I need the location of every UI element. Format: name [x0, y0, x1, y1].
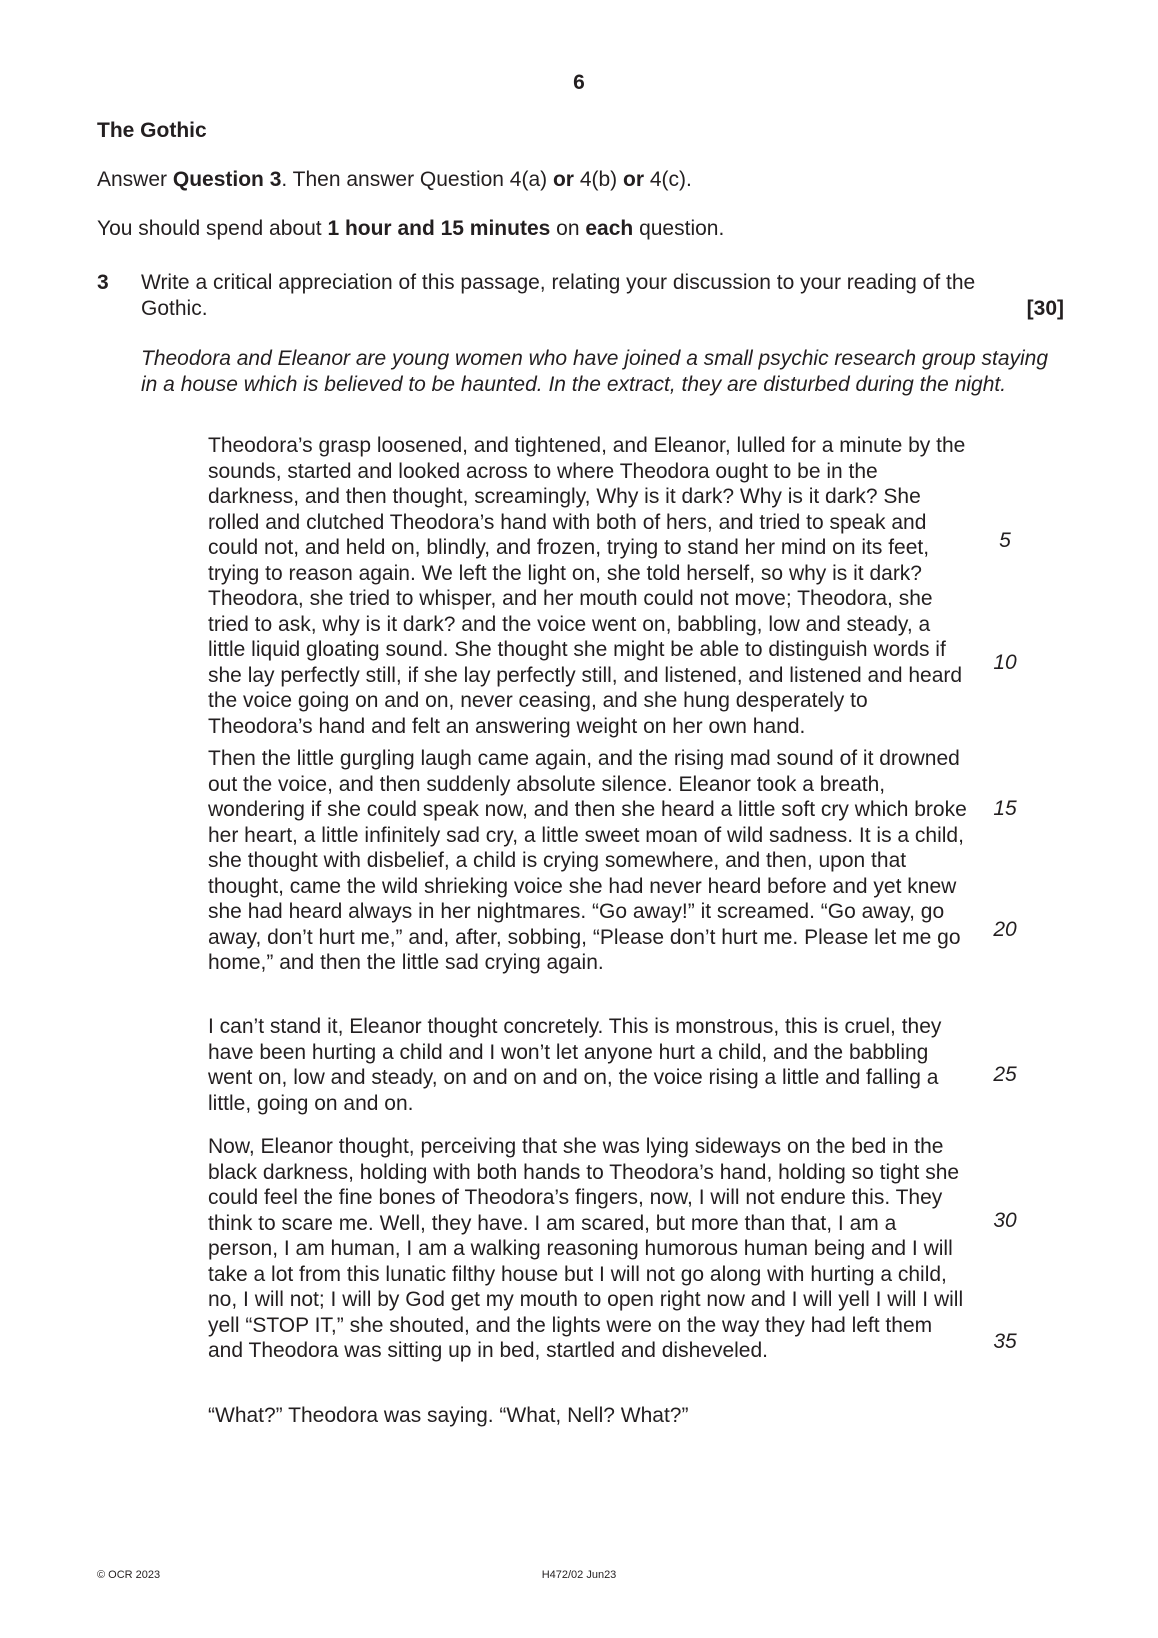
- instruction-time: You should spend about 1 hour and 15 minutes on each question.: [97, 217, 725, 240]
- line-number-5: 5: [999, 529, 1011, 552]
- extract-paragraph-1: Theodora’s grasp loosened, and tightened, and Eleanor, lulled for a minute by the sounds, started and looked across to where Theodora ought to be in the darkness, and then thought, screamingly, Why is it dark? Why is it dark? She rolled and clutched Theodora’s hand with both of hers, and tried to speak and could not, and held on, blindly, and frozen, trying to stand her mind on its feet, trying to reason again. We left the light on, she told herself, so why is it dark? Theodora, she tried to whisper, and her mouth could not move; Theodora, she tried to ask, why is it dark? and the voice went on, babbling, low and steady, a little liquid gloating sound. She thought she might be able to distinguish words if she lay perfectly still, if she lay perfectly still, and listened, and listened and heard the voice going on and on, never ceasing, and she hung desperately to Theodora’s hand and felt an answering weight on her own hand.: [208, 434, 966, 738]
- question-number: 3: [97, 271, 109, 294]
- section-title: The Gothic: [97, 119, 207, 142]
- footer-copyright: © OCR 2023: [97, 1569, 161, 1581]
- line-number-35: 35: [993, 1330, 1017, 1353]
- line-number-30: 30: [993, 1209, 1017, 1232]
- line-number-25: 25: [993, 1063, 1017, 1086]
- extract-paragraph-5: “What?” Theodora was saying. “What, Nell? What?”: [208, 1404, 689, 1427]
- extract-introduction: Theodora and Eleanor are young women who have joined a small psychic research group staying in a house which is believed to be haunted. In the extract, they are disturbed during the night.: [141, 347, 1049, 396]
- page-number: 6: [573, 71, 585, 94]
- question-marks: [30]: [1026, 297, 1064, 320]
- question-prompt: Write a critical appreciation of this passage, relating your discussion to your reading of the Gothic.: [141, 271, 976, 320]
- instruction-answer-questions: Answer Question 3. Then answer Question 4(a) or 4(b) or 4(c).: [97, 168, 692, 191]
- line-number-15: 15: [993, 797, 1017, 820]
- line-number-10: 10: [993, 651, 1017, 674]
- extract-paragraph-2: Then the little gurgling laugh came again, and the rising mad sound of it drowned out the voice, and then suddenly absolute silence. Eleanor took a breath, wondering if she could speak now, and then she heard a little soft cry which broke her heart, a little infinitely sad cry, a little sweet moan of wild sadness. It is a child, she thought with disbelief, a child is crying somewhere, and then, upon that thought, came the wild shrieking voice she had never heard before and yet knew she had heard always in her nightmares. “Go away!” it screamed. “Go away, go away, don’t hurt me,” and, after, sobbing, “Please don’t hurt me. Please let me go home,” and then the little sad crying again.: [208, 747, 967, 974]
- extract-paragraph-4: Now, Eleanor thought, perceiving that she was lying sideways on the bed in the black darkness, holding with both hands to Theodora’s hand, holding so tight she could feel the fine bones of Theodora’s fingers, now, I will not endure this. They think to scare me. Well, they have. I am scared, but more than that, I am a person, I am human, I am a walking reasoning humorous human being and I will take a lot from this lunatic filthy house but I will not go along with hurting a child, no, I will not; I will by God get my mouth to open right now and I will yell I will I will yell “STOP IT,” she shouted, and the lights were on the way they had left them and Theodora was sitting up in bed, startled and disheveled.: [208, 1135, 964, 1362]
- line-number-20: 20: [993, 918, 1017, 941]
- extract-paragraph-3: I can’t stand it, Eleanor thought concretely. This is monstrous, this is cruel, they have been hurting a child and I won’t let anyone hurt a child, and the babbling went on, low and steady, on and on and on, the voice rising a little and falling a little, going on and on.: [208, 1015, 942, 1115]
- footer-paper-code: H472/02 Jun23: [541, 1569, 617, 1581]
